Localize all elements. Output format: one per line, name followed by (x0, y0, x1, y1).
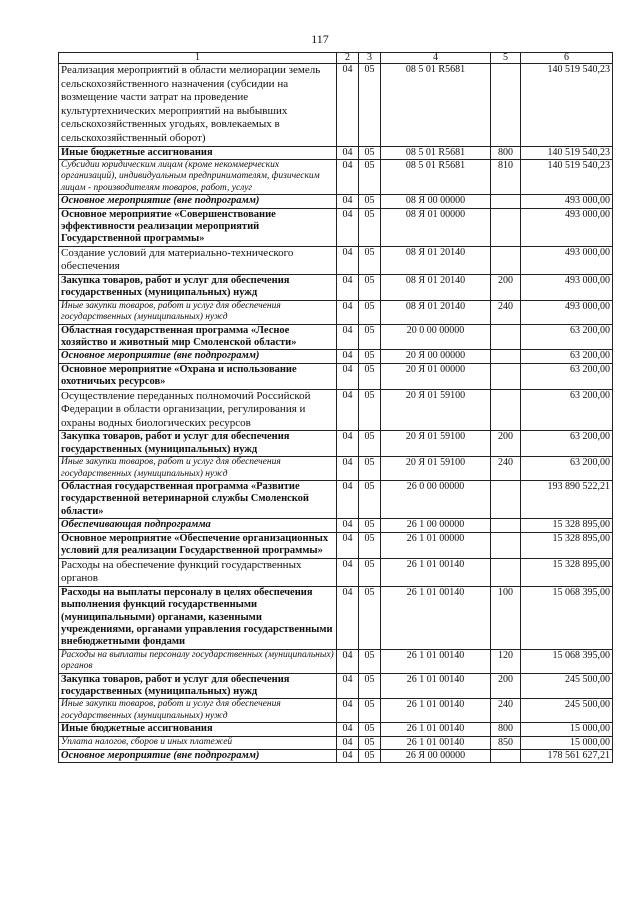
item-name-cell: Основное мероприятие «Обеспечение организационных условий для реализации Государственной программы» (59, 532, 337, 558)
expense-type-cell: 850 (491, 736, 521, 749)
amount-cell: 63 200,00 (521, 457, 613, 481)
target-article-cell: 20 Я 01 59100 (381, 431, 491, 457)
table-row (59, 673, 613, 699)
item-name-cell: Расходы на обеспечение функций государственных органов (59, 558, 337, 586)
table-row (59, 195, 613, 208)
table-row (59, 723, 613, 736)
subsection-code-cell: 05 (359, 159, 381, 194)
target-article-cell: 08 Я 01 00000 (381, 208, 491, 246)
expense-type-cell (491, 558, 521, 586)
table-row (59, 481, 613, 519)
amount-cell: 15 328 895,00 (521, 519, 613, 532)
section-code-cell: 04 (337, 481, 359, 519)
target-article-cell: 26 1 00 00000 (381, 519, 491, 532)
target-article-cell: 26 1 01 00140 (381, 736, 491, 749)
amount-cell: 15 328 895,00 (521, 532, 613, 558)
item-name-cell: Иные бюджетные ассигнования (59, 723, 337, 736)
target-article-cell: 26 1 01 00140 (381, 558, 491, 586)
target-article-cell: 20 Я 00 00000 (381, 350, 491, 363)
subsection-code-cell: 05 (359, 699, 381, 723)
table-row (59, 649, 613, 673)
target-article-cell: 26 1 01 00000 (381, 532, 491, 558)
subsection-code-cell: 05 (359, 649, 381, 673)
item-name-cell: Основное мероприятие (вне подпрограмм) (59, 749, 337, 762)
subsection-code-cell: 05 (359, 749, 381, 762)
section-code-cell: 04 (337, 532, 359, 558)
amount-cell: 245 500,00 (521, 673, 613, 699)
target-article-cell: 26 1 01 00140 (381, 673, 491, 699)
expense-type-cell: 800 (491, 723, 521, 736)
subsection-code-cell: 05 (359, 457, 381, 481)
amount-cell: 140 519 540,23 (521, 146, 613, 159)
amount-cell: 63 200,00 (521, 431, 613, 457)
section-code-cell: 04 (337, 246, 359, 274)
target-article-cell: 26 1 01 00140 (381, 699, 491, 723)
expense-type-cell (491, 324, 521, 350)
subsection-code-cell: 05 (359, 673, 381, 699)
subsection-code-cell: 05 (359, 736, 381, 749)
item-name-cell: Иные закупки товаров, работ и услуг для обеспечения государственных (муниципальных) нужд (59, 300, 337, 324)
item-name-cell: Областная государственная программа «Лесное хозяйство и животный мир Смоленской области» (59, 324, 337, 350)
target-article-cell: 08 5 01 R5681 (381, 159, 491, 194)
section-code-cell: 04 (337, 457, 359, 481)
section-code-cell: 04 (337, 195, 359, 208)
subsection-code-cell: 05 (359, 350, 381, 363)
target-article-cell: 20 Я 01 59100 (381, 389, 491, 431)
table-row (59, 324, 613, 350)
section-code-cell: 04 (337, 749, 359, 762)
table-row (59, 246, 613, 274)
table-row (59, 699, 613, 723)
amount-cell: 63 200,00 (521, 324, 613, 350)
amount-cell: 140 519 540,23 (521, 64, 613, 147)
table-row (59, 363, 613, 389)
table-row (59, 586, 613, 649)
expense-type-cell: 200 (491, 431, 521, 457)
table-row (59, 532, 613, 558)
item-name-cell: Расходы на выплаты персоналу государственных (муниципальных) органов (59, 649, 337, 673)
item-name-cell: Основное мероприятие «Охрана и использование охотничьих ресурсов» (59, 363, 337, 389)
amount-cell: 140 519 540,23 (521, 159, 613, 194)
expense-type-cell (491, 350, 521, 363)
table-row (59, 431, 613, 457)
subsection-code-cell: 05 (359, 519, 381, 532)
subsection-code-cell: 05 (359, 532, 381, 558)
item-name-cell: Иные закупки товаров, работ и услуг для обеспечения государственных (муниципальных) нужд (59, 699, 337, 723)
amount-cell: 15 068 395,00 (521, 586, 613, 649)
expense-type-cell (491, 749, 521, 762)
expense-type-cell (491, 195, 521, 208)
expense-type-cell: 240 (491, 300, 521, 324)
target-article-cell: 20 Я 01 00000 (381, 363, 491, 389)
table-row (59, 275, 613, 301)
expense-type-cell: 240 (491, 457, 521, 481)
subsection-code-cell: 05 (359, 195, 381, 208)
table-row (59, 736, 613, 749)
subsection-code-cell: 05 (359, 389, 381, 431)
item-name-cell: Закупка товаров, работ и услуг для обеспечения государственных (муниципальных) нужд (59, 673, 337, 699)
expense-type-cell: 240 (491, 699, 521, 723)
item-name-cell: Осуществление переданных полномочий Российской Федерации в области организации, регулирования и охраны водных биологических ресурсов (59, 389, 337, 431)
target-article-cell: 08 5 01 R5681 (381, 64, 491, 147)
item-name-cell: Создание условий для материально-технического обеспечения (59, 246, 337, 274)
section-code-cell: 04 (337, 363, 359, 389)
item-name-cell: Уплата налогов, сборов и иных платежей (59, 736, 337, 749)
item-name-cell: Иные бюджетные ассигнования (59, 146, 337, 159)
target-article-cell: 26 1 01 00140 (381, 723, 491, 736)
section-code-cell: 04 (337, 558, 359, 586)
section-code-cell: 04 (337, 275, 359, 301)
subsection-code-cell: 05 (359, 431, 381, 457)
table-row (59, 389, 613, 431)
subsection-code-cell: 05 (359, 146, 381, 159)
expense-type-cell: 810 (491, 159, 521, 194)
subsection-code-cell: 05 (359, 586, 381, 649)
item-name-cell: Субсидии юридическим лицам (кроме некоммерческих организаций), индивидуальным предпринимателям, физическим лицам - производителям товаров, работ, услуг (59, 159, 337, 194)
subsection-code-cell: 05 (359, 208, 381, 246)
item-name-cell: Основное мероприятие (вне подпрограмм) (59, 350, 337, 363)
amount-cell: 493 000,00 (521, 300, 613, 324)
amount-cell: 493 000,00 (521, 195, 613, 208)
section-code-cell: 04 (337, 300, 359, 324)
header-col-6: 6 (521, 53, 613, 64)
target-article-cell: 20 0 00 00000 (381, 324, 491, 350)
table-row (59, 457, 613, 481)
expense-type-cell: 200 (491, 673, 521, 699)
table-row (59, 749, 613, 762)
item-name-cell: Закупка товаров, работ и услуг для обеспечения государственных (муниципальных) нужд (59, 275, 337, 301)
header-col-4: 4 (381, 53, 491, 64)
expense-type-cell (491, 363, 521, 389)
table-row (59, 300, 613, 324)
section-code-cell: 04 (337, 389, 359, 431)
section-code-cell: 04 (337, 350, 359, 363)
target-article-cell: 26 Я 00 00000 (381, 749, 491, 762)
subsection-code-cell: 05 (359, 558, 381, 586)
section-code-cell: 04 (337, 723, 359, 736)
table-row (59, 350, 613, 363)
expense-type-cell (491, 519, 521, 532)
section-code-cell: 04 (337, 586, 359, 649)
subsection-code-cell: 05 (359, 481, 381, 519)
section-code-cell: 04 (337, 673, 359, 699)
target-article-cell: 08 Я 01 20140 (381, 246, 491, 274)
table-body (59, 64, 613, 763)
amount-cell: 15 000,00 (521, 723, 613, 736)
amount-cell: 15 068 395,00 (521, 649, 613, 673)
expense-type-cell: 800 (491, 146, 521, 159)
amount-cell: 493 000,00 (521, 208, 613, 246)
item-name-cell: Реализация мероприятий в области мелиорации земель сельскохозяйственного назначения (субсидии на возмещение части затрат на проведение культуртехнических мероприятий на выбывших сельскохозяйственных угодьях, вовлекаемых в сельскохозяйственный оборот) (59, 64, 337, 147)
amount-cell: 15 328 895,00 (521, 558, 613, 586)
page-number: 117 (311, 32, 329, 46)
target-article-cell: 08 Я 00 00000 (381, 195, 491, 208)
section-code-cell: 04 (337, 324, 359, 350)
section-code-cell: 04 (337, 519, 359, 532)
item-name-cell: Основное мероприятие (вне подпрограмм) (59, 195, 337, 208)
item-name-cell: Иные закупки товаров, работ и услуг для обеспечения государственных (муниципальных) нужд (59, 457, 337, 481)
table-row (59, 208, 613, 246)
section-code-cell: 04 (337, 649, 359, 673)
table-row (59, 159, 613, 194)
item-name-cell: Основное мероприятие «Совершенствование эффективности реализации мероприятий Государственной программы» (59, 208, 337, 246)
amount-cell: 493 000,00 (521, 246, 613, 274)
section-code-cell: 04 (337, 431, 359, 457)
expense-type-cell (491, 208, 521, 246)
amount-cell: 245 500,00 (521, 699, 613, 723)
target-article-cell: 26 1 01 00140 (381, 649, 491, 673)
section-code-cell: 04 (337, 146, 359, 159)
expense-type-cell (491, 532, 521, 558)
section-code-cell: 04 (337, 64, 359, 147)
amount-cell: 63 200,00 (521, 389, 613, 431)
header-col-3: 3 (359, 53, 381, 64)
target-article-cell: 20 Я 01 59100 (381, 457, 491, 481)
subsection-code-cell: 05 (359, 723, 381, 736)
expense-type-cell: 200 (491, 275, 521, 301)
header-col-5: 5 (491, 53, 521, 64)
item-name-cell: Расходы на выплаты персоналу в целях обеспечения выполнения функций государственными (муниципальными) органами, казенными учреждениями, органами управления государственными внебюджетными фондами (59, 586, 337, 649)
subsection-code-cell: 05 (359, 64, 381, 147)
amount-cell: 63 200,00 (521, 363, 613, 389)
amount-cell: 178 561 627,21 (521, 749, 613, 762)
target-article-cell: 08 Я 01 20140 (381, 275, 491, 301)
item-name-cell: Закупка товаров, работ и услуг для обеспечения государственных (муниципальных) нужд (59, 431, 337, 457)
header-row (59, 53, 613, 64)
amount-cell: 15 000,00 (521, 736, 613, 749)
target-article-cell: 26 1 01 00140 (381, 586, 491, 649)
amount-cell: 493 000,00 (521, 275, 613, 301)
table-row (59, 64, 613, 147)
expense-type-cell: 100 (491, 586, 521, 649)
subsection-code-cell: 05 (359, 300, 381, 324)
expense-type-cell: 120 (491, 649, 521, 673)
table-row (59, 519, 613, 532)
subsection-code-cell: 05 (359, 246, 381, 274)
target-article-cell: 26 0 00 00000 (381, 481, 491, 519)
subsection-code-cell: 05 (359, 275, 381, 301)
budget-table (58, 52, 613, 763)
subsection-code-cell: 05 (359, 324, 381, 350)
table-row (59, 558, 613, 586)
table-row (59, 146, 613, 159)
header-col-1: 1 (59, 53, 337, 64)
expense-type-cell (491, 64, 521, 147)
section-code-cell: 04 (337, 699, 359, 723)
section-code-cell: 04 (337, 208, 359, 246)
expense-type-cell (491, 389, 521, 431)
item-name-cell: Областная государственная программа «Развитие государственной ветеринарной службы Смоленской области» (59, 481, 337, 519)
target-article-cell: 08 5 01 R5681 (381, 146, 491, 159)
expense-type-cell (491, 246, 521, 274)
item-name-cell: Обеспечивающая подпрограмма (59, 519, 337, 532)
subsection-code-cell: 05 (359, 363, 381, 389)
section-code-cell: 04 (337, 159, 359, 194)
header-col-2: 2 (337, 53, 359, 64)
amount-cell: 63 200,00 (521, 350, 613, 363)
section-code-cell: 04 (337, 736, 359, 749)
target-article-cell: 08 Я 01 20140 (381, 300, 491, 324)
amount-cell: 193 890 522,21 (521, 481, 613, 519)
expense-type-cell (491, 481, 521, 519)
